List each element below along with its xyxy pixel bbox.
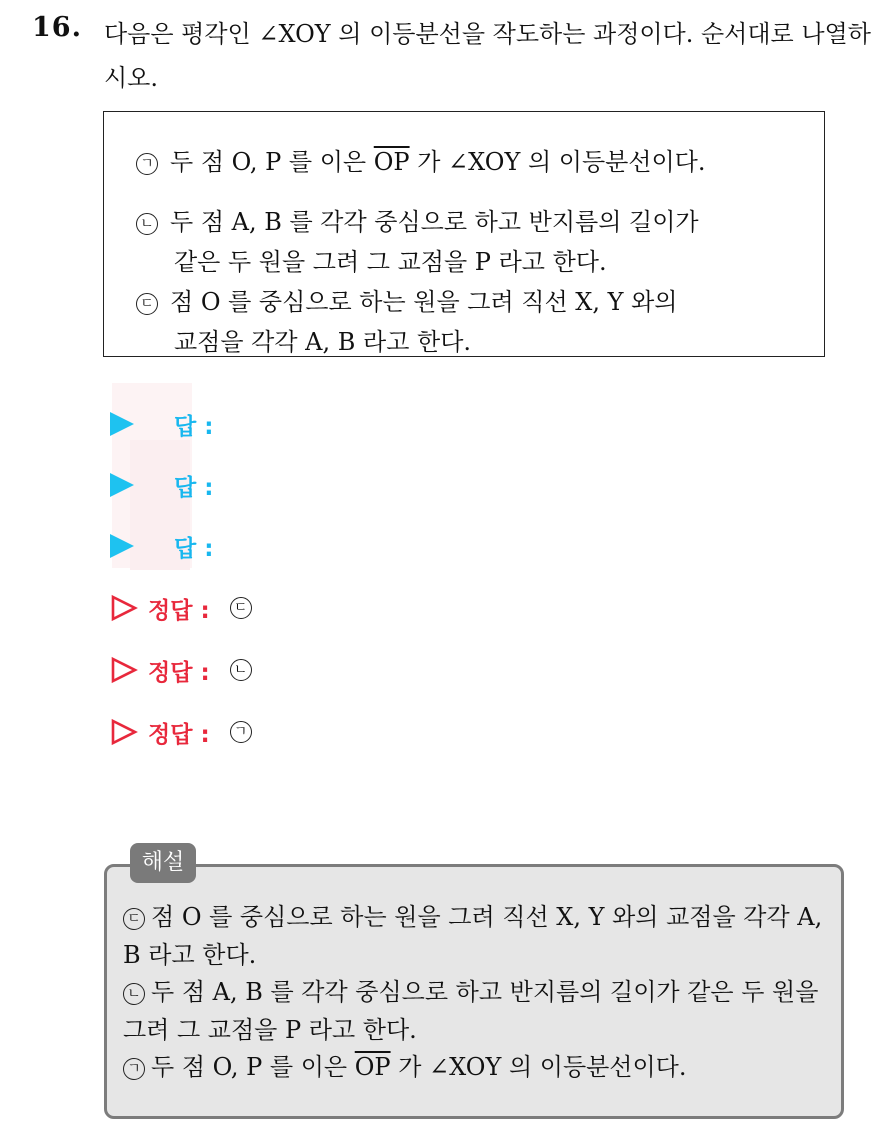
explanation-sentence-tail: 가 ∠XOY 의 이등분선이다. <box>390 1053 687 1081</box>
circled-marker: ㄱ <box>123 1058 145 1080</box>
segment-op: $\overline{OP}$ <box>373 148 410 176</box>
correct-answer-row-2 <box>110 650 252 690</box>
correct-answer-value: ㄷ <box>230 597 252 619</box>
circled-marker: ㄷ <box>123 908 145 930</box>
step-text: 점 O 를 중심으로 하는 원을 그려 직선 X, Y 와의 <box>170 288 678 316</box>
step-text: 두 점 O, P 를 이은 <box>170 148 374 176</box>
play-icon <box>110 473 134 497</box>
circled-marker: ㄷ <box>136 293 158 315</box>
step-3 <box>136 282 677 362</box>
explanation-line-2 <box>123 974 833 1049</box>
answer-label: 답 : <box>174 413 214 440</box>
triangle-outline-icon <box>110 718 138 746</box>
segment-op: $\overline{OP}$ <box>354 1053 391 1081</box>
answer-label: 답 : <box>174 535 214 562</box>
correct-answer-value: ㄴ <box>230 659 252 681</box>
step-text-line2: 같은 두 원을 그려 그 교점을 P 라고 한다. <box>174 248 607 276</box>
explanation-sentence: 두 점 A, B 를 각각 중심으로 하고 반지름의 길이가 같은 두 원을 그려 그 교점을 P 라고 한다. <box>123 978 819 1044</box>
circled-marker: ㄴ <box>136 213 158 235</box>
answer-row-1[interactable] <box>110 404 213 444</box>
step-text: 두 점 A, B 를 각각 중심으로 하고 반지름의 길이가 <box>170 208 699 236</box>
play-icon <box>110 534 134 558</box>
step-text-tail: 가 ∠XOY 의 이등분선이다. <box>409 148 706 176</box>
correct-answer-label: 정답 : <box>148 597 210 624</box>
correct-answer-label: 정답 : <box>148 721 210 748</box>
answer-label: 답 : <box>174 474 214 501</box>
circled-marker: ㄴ <box>123 983 145 1005</box>
correct-answer-row-3 <box>110 712 252 752</box>
step-text-line2: 교점을 각각 A, B 라고 한다. <box>174 328 472 356</box>
answer-row-2[interactable] <box>110 465 213 505</box>
correct-answer-value: ㄱ <box>230 721 252 743</box>
step-1 <box>136 142 706 182</box>
correct-answer-label: 정답 : <box>148 659 210 686</box>
triangle-outline-icon <box>110 594 138 622</box>
explanation-tag: 해설 <box>130 843 196 883</box>
play-icon <box>110 412 134 436</box>
explanation-sentence: 두 점 O, P 를 이은 <box>151 1053 355 1081</box>
correct-answer-row-1 <box>110 588 252 628</box>
explanation-text <box>123 899 833 1087</box>
explanation-box <box>104 864 844 1119</box>
answer-row-3[interactable] <box>110 526 213 566</box>
question-text: 다음은 평각인 ∠XOY 의 이등분선을 작도하는 과정이다. 순서대로 나열하시오. <box>104 20 871 92</box>
triangle-outline-icon <box>110 656 138 684</box>
explanation-sentence: 점 O 를 중심으로 하는 원을 그려 직선 X, Y 와의 교점을 각각 A, B 라고 한다. <box>123 903 823 969</box>
circled-marker: ㄱ <box>136 153 158 175</box>
explanation-line-1 <box>123 899 833 974</box>
question-number: 16. <box>32 12 82 43</box>
explanation-line-3 <box>123 1049 833 1087</box>
step-2 <box>136 202 699 282</box>
steps-box <box>103 111 825 357</box>
